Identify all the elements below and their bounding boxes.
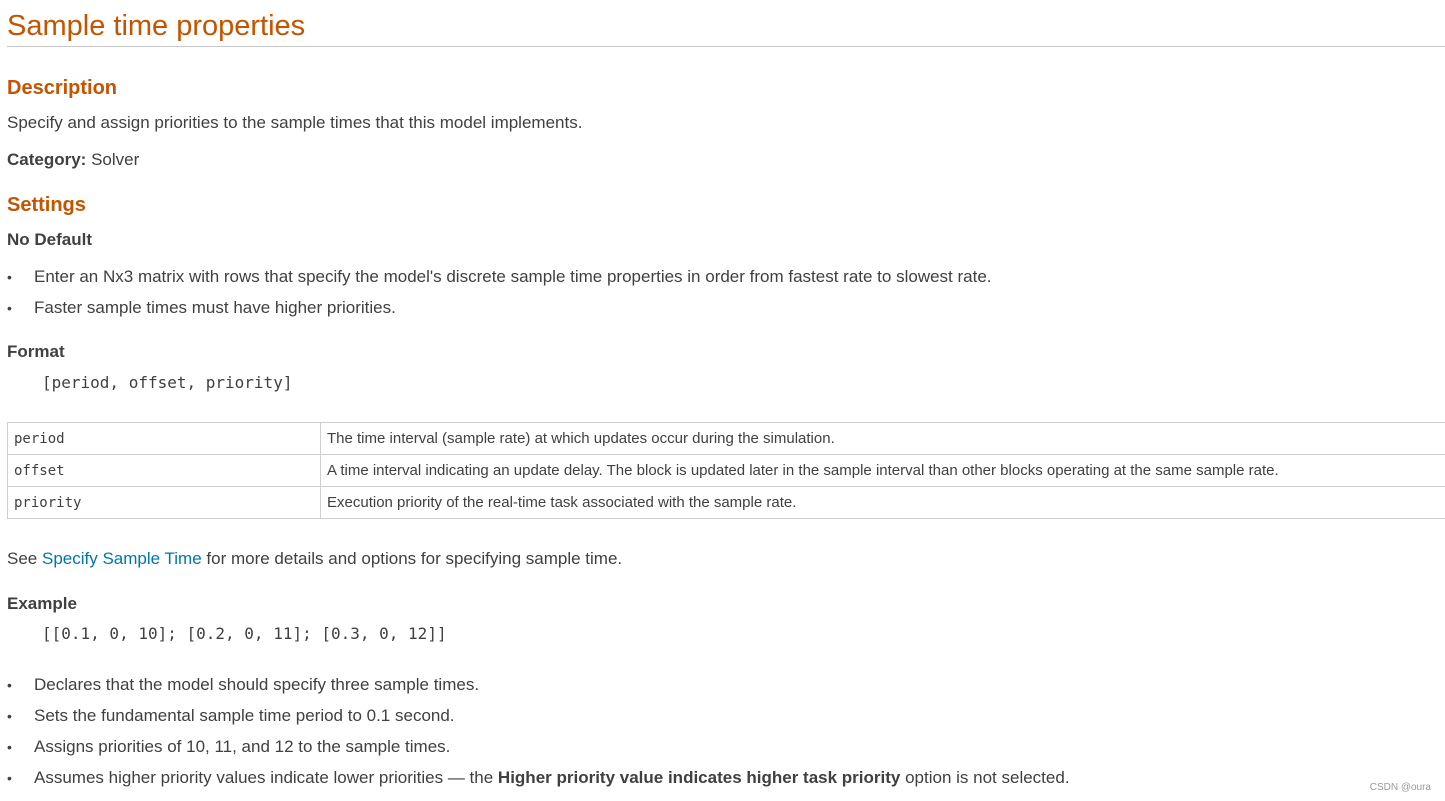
list-item: • Faster sample times must have higher priorities.: [7, 298, 396, 317]
doc-page: [7, 0, 1445, 787]
parameter-table: [7, 422, 1445, 519]
list-item: • Assigns priorities of 10, 11, and 12 to the sample times.: [7, 737, 451, 756]
table-row: [8, 423, 1445, 455]
format-code: [period, offset, priority]: [42, 373, 293, 392]
see-also-line: See Specify Sample Time for more details and options for specifying sample time.: [7, 549, 623, 568]
bullet-icon: •: [7, 269, 12, 285]
description-heading: Description: [7, 77, 118, 99]
settings-bullet-list: [7, 266, 992, 328]
param-name-cell: priority: [8, 487, 321, 519]
example-code: [[0.1, 0, 10]; [0.2, 0, 11]; [0.3, 0, 12]]: [42, 624, 447, 643]
param-desc-cell: Execution priority of the real-time task associated with the sample rate.: [321, 487, 1445, 519]
table-row: [8, 487, 1445, 519]
bullet-icon: •: [7, 300, 12, 316]
example-label: Example: [7, 594, 77, 613]
category-label: Category:: [7, 150, 87, 169]
param-desc-cell: A time interval indicating an update delay. The block is updated later in the sample interval than other blocks operating at the same sample rate.: [321, 455, 1445, 487]
watermark: CSDN @oura: [1369, 782, 1431, 793]
bullet-icon: •: [7, 739, 12, 755]
bullet-icon: •: [7, 770, 12, 786]
param-desc-cell: The time interval (sample rate) at which updates occur during the simulation.: [321, 423, 1445, 455]
format-label: Format: [7, 342, 65, 361]
bullet-icon: •: [7, 708, 12, 724]
option-name: Higher priority value indicates higher task priority: [497, 768, 901, 787]
description-text: Specify and assign priorities to the sample times that this model implements.: [7, 113, 583, 132]
param-name-cell: offset: [8, 455, 321, 487]
table-row: [8, 455, 1445, 487]
list-item: • Sets the fundamental sample time period to 0.1 second.: [7, 706, 455, 725]
bullet-icon: •: [7, 677, 12, 693]
settings-heading: Settings: [7, 194, 86, 216]
list-item: • Declares that the model should specify three sample times.: [7, 675, 480, 694]
category-value: Solver: [86, 150, 140, 169]
list-item: • Assumes higher priority values indicate lower priorities — the Higher priority value indicates higher task priority option is not selected.: [7, 768, 1070, 787]
param-name-cell: period: [8, 423, 321, 455]
page-title: Sample time properties: [7, 0, 1445, 47]
category-line: [7, 149, 139, 171]
no-default-label: No Default: [7, 230, 92, 249]
list-item: • Enter an Nx3 matrix with rows that specify the model's discrete sample time properties in order from fastest rate to slowest rate.: [7, 267, 992, 286]
specify-sample-time-link[interactable]: Specify Sample Time: [41, 549, 202, 568]
example-bullet-list: [7, 674, 1070, 798]
